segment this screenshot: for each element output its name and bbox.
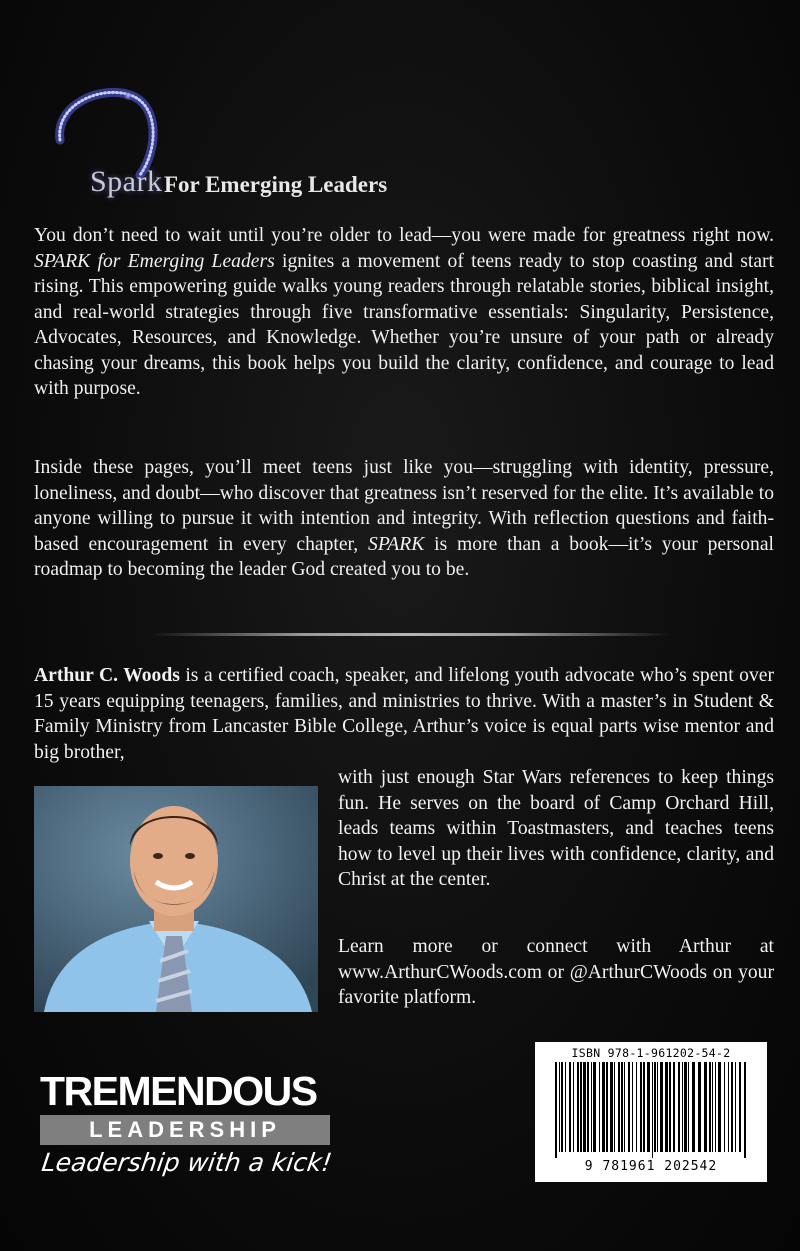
barcode-bar [692,1062,695,1152]
barcode-bars-icon [553,1062,749,1158]
barcode-bar [555,1062,557,1158]
barcode-bar [652,1062,653,1158]
barcode-bar [573,1062,574,1152]
barcode-bar [657,1062,658,1152]
barcode-bar [580,1062,582,1152]
publisher-name: TREMENDOUS [40,1068,317,1114]
barcode-bar [614,1062,615,1152]
author-bio-top [34,663,774,765]
spark-logo [40,80,460,200]
barcode-bar [621,1062,623,1152]
barcode-bar [660,1062,663,1152]
p2-text-a: Inside these pages, you’ll meet teens just like you—struggling with identity, pressure, loneliness, and doubt—who discover that greatness isn’t reserved for the elite. It’s available to anyone willing to pursue it with intention and integrity. With reflection questions and faith-based encouragement in every chapter, [34,457,774,555]
publisher-sub: LEADERSHIP [89,1117,281,1142]
p1-book-title: SPARK for Emerging Leaders [34,250,275,272]
barcode-bar [618,1062,620,1152]
barcode-bar [715,1062,716,1152]
barcode-bar [739,1062,741,1152]
barcode-bar [628,1062,630,1152]
barcode-bar [569,1062,571,1152]
learn-more-text: Learn more or connect with Arthur at www.ArthurCWoods.com or @ArthurCWoods on your favorite platform. [338,936,774,1008]
barcode-bar [684,1062,687,1152]
barcode-bar [599,1062,600,1152]
barcode-bar [636,1062,637,1152]
barcode-bar [624,1062,625,1152]
p2-book-title: SPARK [368,533,425,555]
author-name: Arthur C. Woods [34,665,180,686]
barcode-bar [654,1062,656,1152]
spark-wordmark: Spark [90,165,163,198]
section-divider [150,633,670,636]
barcode-bar [577,1062,579,1152]
barcode-bar [665,1062,668,1152]
isbn-barcode [535,1042,767,1182]
p1-text-a: You don’t need to wait until you’re older to lead—you were made for greatness right now. [34,225,774,246]
barcode-bar [640,1062,642,1152]
barcode-bar [669,1062,671,1152]
barcode-bar [698,1062,701,1152]
barcode-bar [724,1062,725,1152]
barcode-bar [602,1062,605,1152]
barcode-bar [712,1062,713,1152]
barcode-bar [647,1062,650,1152]
barcode-bar [688,1062,689,1152]
barcode-bar [709,1062,711,1152]
author-photo [34,786,318,1012]
barcode-bar [643,1062,645,1152]
bio-top-text: is a certified coach, speaker, and lifelong youth advocate who’s spent over 15 years equipping teenagers, families, and ministries to thrive. With a master’s in Student & Family Ministry from Lancaster Bible College, Arthur’s voice is equal parts wise mentor and big brother, [34,665,774,763]
barcode-bar [559,1062,560,1152]
barcode-bar [735,1062,736,1152]
barcode-bar [682,1062,683,1152]
barcode-bar [673,1062,675,1152]
description-paragraph-1 [34,223,774,402]
p1-text-b: ignites a movement of teens ready to stop coasting and start rising. This empowering guide walks young readers through relatable stories, biblical insight, and real-world strategies through five transformative essentials: Singularity, Persistence, Advocates, Resources, and Knowledge. Whether you’re unsure of your path or already chasing your dreams, this book helps you build the clarity, confidence, and courage to lead with purpose. [34,250,774,399]
barcode-bar [591,1062,592,1152]
barcode-bar [731,1062,733,1152]
publisher-tagline: Leadership with a kick! [39,1148,334,1177]
barcode-bar [565,1062,566,1152]
isbn-label: ISBN 978-1-961202-54-2 [571,1046,731,1060]
barcode-bar [704,1062,707,1152]
barcode-bar [744,1062,746,1158]
p2-text-b: is more than a book—it’s your personal roadmap to becoming the leader God created you to be. [34,533,774,580]
barcode-bar [587,1062,589,1152]
barcode-bar [583,1062,586,1152]
barcode-bar [718,1062,721,1152]
barcode-bar [593,1062,596,1152]
barcode-digits: 9 781961 202542 [584,1159,718,1174]
barcode-bar [678,1062,680,1152]
description-paragraph-2 [34,455,774,583]
barcode-bar [561,1062,563,1152]
barcode-bar [728,1062,729,1152]
barcode-bar [610,1062,613,1152]
barcode-bar [632,1062,633,1152]
publisher-logo [40,1060,340,1190]
logo-subtitle: For Emerging Leaders [164,172,388,197]
barcode-bar [606,1062,608,1152]
author-bio-right: with just enough Star Wars references to keep things fun. He serves on the board of Camp Orchard Hill, leads teams within Toastmasters, and teaches teens how to level up their lives with confidence, clarity, and Christ at the center. [338,767,774,890]
